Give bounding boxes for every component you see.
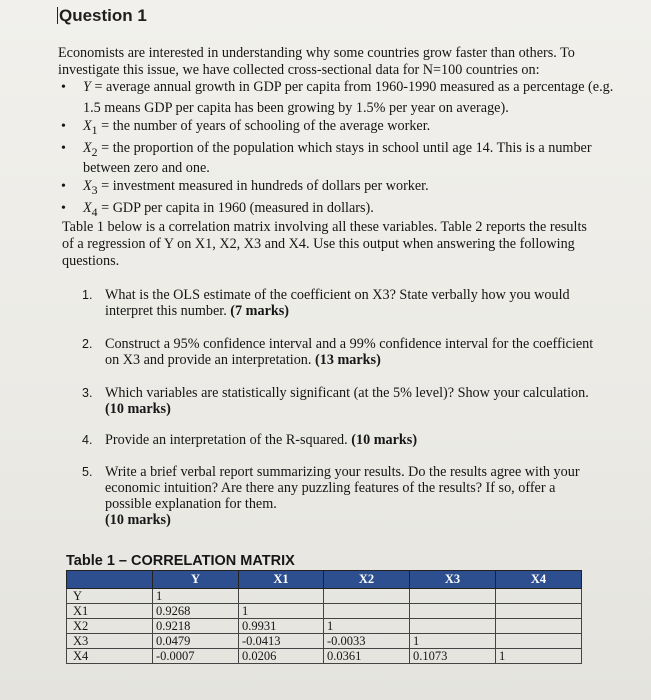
table-cell: -0.0033 — [324, 634, 410, 649]
bullet-icon: • — [61, 80, 66, 95]
variable-symbol: X — [83, 117, 92, 134]
table-description: Table 1 below is a correlation matrix involving all these variables. Table 2 reports the results of a regression of Y on X1, X2, X3 and X4. Use this output when answering the following questions. — [62, 219, 587, 269]
question-item-2 — [82, 336, 602, 368]
question-title-text: Question 1 — [59, 6, 147, 25]
correlation-table — [66, 570, 582, 664]
list-item — [58, 178, 618, 199]
table-row — [67, 604, 582, 619]
table-row — [67, 634, 582, 649]
table-header-cell — [67, 571, 153, 589]
question-marks: (10 marks) — [105, 512, 171, 528]
table-cell: 0.9218 — [153, 619, 239, 634]
table-cell: 0.0361 — [324, 649, 410, 664]
question-item-1 — [82, 287, 602, 319]
table-cell: 0.9931 — [239, 619, 324, 634]
question-item-5 — [82, 464, 602, 528]
question-item-4 — [82, 432, 602, 448]
question-body: Construct a 95% confidence interval and a 99% confidence interval for the coefficient on X3 and provide an interpretation. — [105, 336, 594, 368]
table-cell: 0.9268 — [153, 604, 239, 619]
table-cell — [324, 589, 410, 604]
row-label: X2 — [67, 619, 153, 634]
bullet-icon: • — [61, 118, 66, 134]
question-body: Which variables are statistically significant (at the 5% level)? Show your calculation. — [105, 385, 589, 401]
table-header-cell: X3 — [410, 571, 496, 589]
table-row — [67, 649, 582, 664]
table-cell — [496, 589, 582, 604]
table-cell — [496, 619, 582, 634]
variable-symbol: X — [83, 178, 92, 195]
question-body: What is the OLS estimate of the coefficient on X3? State verbally how you would interpret this number. — [105, 287, 570, 319]
bullet-icon: • — [61, 201, 66, 217]
variable-list — [58, 79, 618, 222]
variable-subscript: 3 — [91, 183, 98, 198]
table-cell — [410, 604, 496, 619]
question-text — [105, 464, 602, 528]
row-label: X3 — [67, 634, 153, 649]
variable-subscript: 4 — [91, 205, 98, 220]
question-number: 3. — [82, 386, 93, 400]
variable-symbol: Y — [83, 79, 91, 95]
table-title: Table 1 – CORRELATION MATRIX — [66, 553, 295, 569]
list-item — [58, 118, 618, 139]
variable-definition: = the proportion of the population which stays in school until age 14. This is a number between zero and one. — [83, 139, 592, 177]
variable-symbol: X — [83, 200, 92, 217]
row-label: Y — [67, 589, 153, 604]
table-cell: -0.0413 — [239, 634, 324, 649]
table-cell: 1 — [410, 634, 496, 649]
table-header-cell: X4 — [496, 571, 582, 589]
question-title — [57, 6, 147, 26]
question-number: 4. — [82, 433, 93, 447]
table-cell — [239, 589, 324, 604]
table-header-cell: X1 — [239, 571, 324, 589]
question-text — [105, 336, 602, 368]
variable-definition: = investment measured in hundreds of dollars per worker. — [97, 178, 429, 195]
question-marks: (7 marks) — [230, 303, 290, 319]
table-cell: 1 — [324, 619, 410, 634]
question-number: 5. — [82, 465, 93, 479]
variable-definition: = GDP per capita in 1960 (measured in dollars). — [97, 200, 374, 217]
variable-subscript: 2 — [91, 144, 98, 159]
question-marks: (13 marks) — [315, 352, 381, 368]
question-text — [105, 432, 602, 448]
table-cell: -0.0007 — [153, 649, 239, 664]
table-cell: 1 — [239, 604, 324, 619]
table-cell: 1 — [153, 589, 239, 604]
question-marks: (10 marks) — [105, 401, 171, 417]
text-cursor — [57, 7, 58, 24]
question-number: 1. — [82, 288, 93, 302]
table-cell — [324, 604, 410, 619]
table-header-row — [67, 571, 582, 589]
table-cell — [410, 589, 496, 604]
table-row — [67, 619, 582, 634]
question-item-3 — [82, 385, 602, 417]
list-item — [58, 140, 618, 178]
table-cell: 0.0206 — [239, 649, 324, 664]
intro-paragraph: Economists are interested in understanding why some countries grow faster than others. To investigate this issue, we have collected cross-sectional data for N=100 countries on: — [58, 45, 575, 78]
question-body: Write a brief verbal report summarizing your results. Do the results agree with your economic intuition? Are there any puzzling features of the results? If so, offer a possible explanation for them. — [105, 464, 580, 512]
list-item — [58, 79, 618, 117]
question-marks: (10 marks) — [351, 432, 418, 448]
table-cell: 0.0479 — [153, 634, 239, 649]
row-label: X4 — [67, 649, 153, 664]
question-number: 2. — [82, 337, 93, 351]
bullet-icon: • — [61, 179, 66, 195]
table-row — [67, 589, 582, 604]
variable-symbol: X — [83, 139, 92, 156]
question-text — [105, 287, 602, 319]
row-label: X1 — [67, 604, 153, 619]
table-cell: 1 — [496, 649, 582, 664]
table-cell — [410, 619, 496, 634]
variable-definition: = average annual growth in GDP per capita from 1960-1990 measured as a percentage (e.g. 1.5 means GDP per capita has been growing by 1.5% per year on average). — [83, 79, 614, 116]
bullet-icon: • — [61, 140, 66, 156]
table-cell: 0.1073 — [410, 649, 496, 664]
question-text — [105, 385, 602, 417]
variable-definition: = the number of years of schooling of the average worker. — [97, 117, 431, 134]
table-header-cell: X2 — [324, 571, 410, 589]
variable-subscript: 1 — [91, 122, 98, 137]
table-cell — [496, 634, 582, 649]
table-header-cell: Y — [153, 571, 239, 589]
question-body: Provide an interpretation of the R-squared. — [105, 432, 348, 448]
table-cell — [496, 604, 582, 619]
